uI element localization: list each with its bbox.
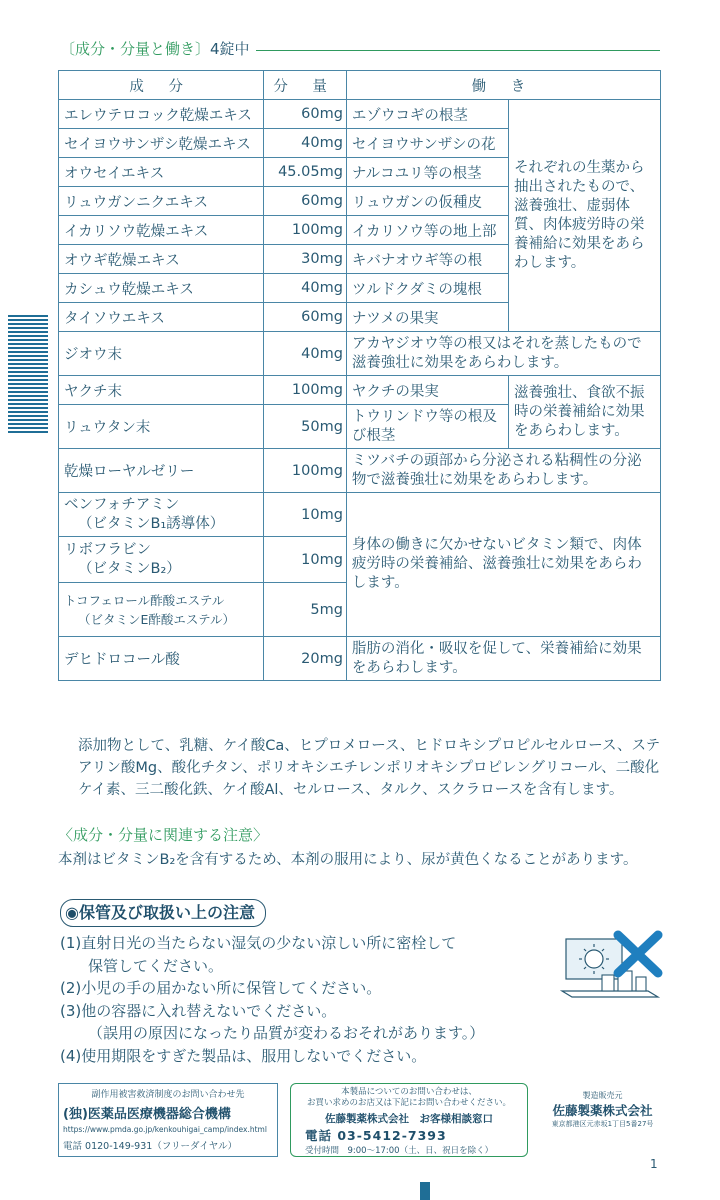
table-row: [59, 637, 661, 681]
storage-item-3-cont: （誤用の原因になったり品質が変わるおそれがあります。）: [88, 1024, 485, 1042]
related-caution-title: 〈成分・分量に関連する注意〉: [58, 826, 269, 844]
ingredient-amount: 100mg: [264, 376, 347, 405]
storage-item-1-cont: 保管してください。: [88, 956, 224, 975]
ingredient-amount: 40mg: [264, 332, 347, 376]
ingredient-name: カシュウ乾燥エキス: [59, 274, 264, 303]
ingredient-source: エゾウコギの根茎: [346, 100, 508, 129]
ingredient-amount: 10mg: [264, 537, 347, 583]
ingredient-source: ナツメの果実: [346, 303, 508, 332]
ingredient-name-cell: [59, 537, 264, 583]
ingredient-source: セイヨウサンザシの花: [346, 129, 508, 158]
table-row: [59, 100, 661, 129]
ingredient-amount: 60mg: [264, 100, 347, 129]
ingredient-amount: 5mg: [264, 583, 347, 637]
ingredient-amount: 40mg: [264, 129, 347, 158]
relief-organization: (独)医薬品医療機器総合機構: [63, 1107, 231, 1122]
section-header: [60, 38, 660, 60]
ingredient-effect: 脂肪の消化・吸収を促して、栄養補給に効果をあらわします。: [346, 637, 660, 681]
page-number: 1: [650, 1157, 658, 1171]
barcode: [8, 315, 48, 437]
ingredient-name: ヤクチ末: [59, 376, 264, 405]
group2-effect: 滋養強壮、食欲不振時の栄養補給に効果をあらわします。: [508, 376, 660, 449]
ingredient-source: イカリソウ等の地上部: [346, 216, 508, 245]
section-note: 4錠中: [210, 40, 250, 58]
ingredient-amount: 50mg: [264, 405, 347, 449]
edge-marker: [420, 1182, 430, 1200]
ingredient-amount: 60mg: [264, 187, 347, 216]
storage-item-1: (1)直射日光の当たらない湿気の少ない涼しい所に密栓して: [60, 934, 457, 952]
contact-line-2: お買い求めのお店又は下記にお問い合わせください。: [306, 1098, 511, 1108]
col-header-ingredient: 成 分: [59, 71, 264, 100]
ingredient-source: トウリンドウ等の根及び根茎: [346, 405, 508, 449]
ingredient-subname: （ビタミンB₁誘導体）: [78, 515, 225, 532]
manufacturer-label: 製造販売元: [582, 1091, 623, 1100]
contact-line-1: 本製品についてのお問い合わせは、: [341, 1087, 477, 1097]
ingredient-name: オウギ乾燥エキス: [59, 245, 264, 274]
ingredients-table: [58, 70, 661, 681]
ingredient-name: ジオウ末: [59, 332, 264, 376]
col-header-amount: 分 量: [264, 71, 347, 100]
ingredient-subname: （ビタミンE酢酸エステル）: [78, 611, 236, 627]
ingredient-name: ベンフォチアミン: [64, 496, 180, 513]
ingredient-amount: 20mg: [264, 637, 347, 681]
contact-box: [290, 1083, 528, 1157]
ingredient-source: ヤクチの果実: [346, 376, 508, 405]
ingredient-amount: 30mg: [264, 245, 347, 274]
ingredient-name: エレウテロコック乾燥エキス: [59, 100, 264, 129]
ingredient-name-cell: [59, 583, 264, 637]
ingredient-name-cell: [59, 493, 264, 537]
related-caution-text: 本剤はビタミンB₂を含有するため、本剤の服用により、尿が黄色くなることがあります。: [58, 852, 638, 868]
table-row: [59, 332, 661, 376]
ingredient-effect: アカヤジオウ等の根又はそれを蒸したもので滋養強壮に効果をあらわします。: [346, 332, 660, 376]
ingredient-subname: （ビタミンB₂）: [78, 560, 181, 577]
manufacturer-name: 佐藤製薬株式会社: [552, 1103, 653, 1118]
table-header-row: [59, 71, 661, 100]
table-row: [59, 449, 661, 493]
vitamin-effect: 身体の働きに欠かせないビタミン類で、肉体疲労時の栄養補給、滋養強壮に効果をあらわします。: [346, 493, 660, 637]
ingredient-source: リュウガンの仮種皮: [346, 187, 508, 216]
relief-phone: 電話 0120-149-931（フリーダイヤル）: [63, 1141, 238, 1152]
ingredient-name: イカリソウ乾燥エキス: [59, 216, 264, 245]
ingredient-name: リュウタン末: [59, 405, 264, 449]
ingredient-amount: 40mg: [264, 274, 347, 303]
col-header-action: 働 き: [346, 71, 660, 100]
ingredient-name: リボフラビン: [64, 541, 151, 558]
ingredient-name: リュウガンニクエキス: [59, 187, 264, 216]
storage-item-2: (2)小児の手の届かない所に保管してください。: [60, 979, 382, 997]
ingredient-source: ツルドクダミの塊根: [346, 274, 508, 303]
storage-list: [60, 932, 580, 1067]
section-title: [60, 38, 256, 59]
ingredient-name: オウセイエキス: [59, 158, 264, 187]
ingredient-effect: ミツバチの頭部から分泌される粘稠性の分泌物で滋養強壮に効果をあらわします。: [346, 449, 660, 493]
contact-phone: 電話 03-5412-7393: [305, 1128, 447, 1143]
storage-item-3: (3)他の容器に入れ替えないでください。: [60, 1001, 337, 1020]
relief-heading: 副作用被害救済制度のお問い合わせ先: [91, 1090, 245, 1100]
ingredient-amount: 100mg: [264, 449, 347, 493]
ingredient-name: セイヨウサンザシ乾燥エキス: [59, 129, 264, 158]
ingredient-name: タイソウエキス: [59, 303, 264, 332]
ingredient-amount: 45.05mg: [264, 158, 347, 187]
ingredient-source: ナルコユリ等の根茎: [346, 158, 508, 187]
relief-url[interactable]: https://www.pmda.go.jp/kenkouhigai_camp/index.html: [63, 1125, 267, 1134]
section-title-text: 〔成分・分量と働き〕: [60, 40, 211, 58]
additives-text: 添加物として、乳糖、ケイ酸Ca、ヒプロメロース、ヒドロキシプロピルセルロース、ステアリン酸Mg、酸化チタン、ポリオキシエチレンポリオキシプロピレングリコール、二酸化ケイ素、三二酸化鉄、ケイ酸Al、セルロース、タルク、スクラロースを含有します。: [78, 738, 661, 798]
ingredient-source: キバナオウギ等の根: [346, 245, 508, 274]
relief-info-box: [58, 1083, 278, 1157]
table-row: [59, 376, 661, 405]
contact-hours: 受付時間 9:00～17:00（土、日、祝日を除く）: [305, 1146, 494, 1156]
manufacturer-address: 東京都港区元赤坂1丁目5番27号: [551, 1120, 654, 1128]
ingredient-name: デヒドロコール酸: [59, 637, 264, 681]
ingredient-name: トコフェロール酢酸エステル: [64, 592, 225, 608]
ingredient-name: 乾燥ローヤルゼリー: [59, 449, 264, 493]
ingredient-amount: 60mg: [264, 303, 347, 332]
contact-company: 佐藤製薬株式会社 お客様相談窓口: [325, 1113, 493, 1125]
group1-effect: それぞれの生薬から抽出されたもので、滋養強壮、虚弱体質、肉体疲労時の栄養補給に効果をあらわします。: [508, 100, 660, 332]
no-sunlight-illustration: [558, 925, 666, 1015]
manufacturer-info: [540, 1090, 665, 1129]
storage-item-4: (4)使用期限をすぎた製品は、服用しないでください。: [60, 1046, 427, 1065]
ingredient-amount: 10mg: [264, 493, 347, 537]
table-row: [59, 493, 661, 537]
ingredient-amount: 100mg: [264, 216, 347, 245]
storage-title: ◉保管及び取扱い上の注意: [60, 899, 266, 927]
